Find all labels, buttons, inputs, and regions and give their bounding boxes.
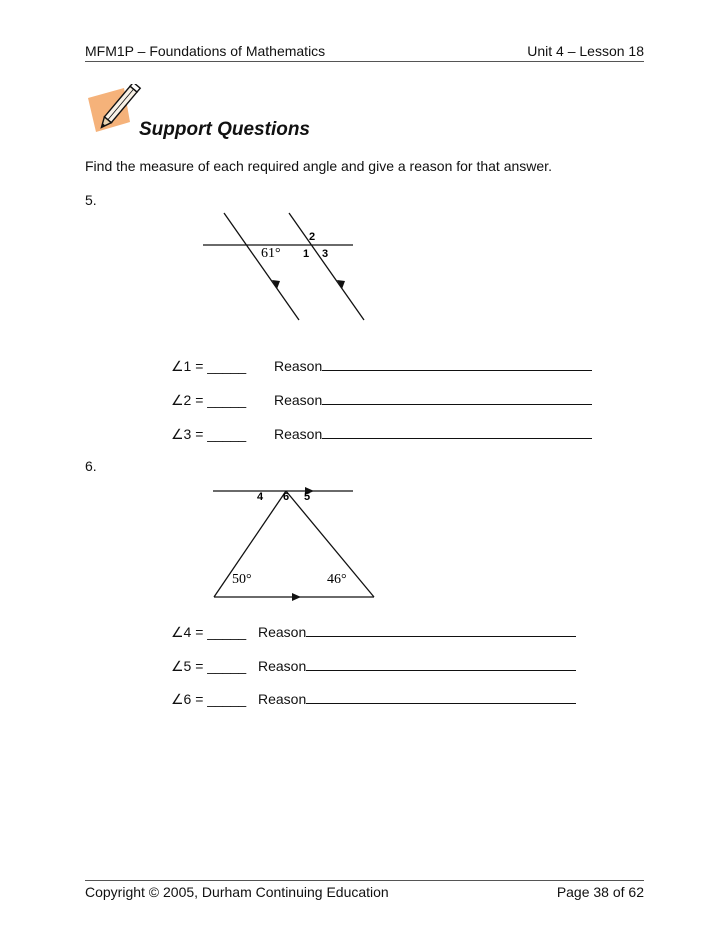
pencil-note-icon	[86, 84, 142, 140]
answer-row-angle-5	[171, 656, 576, 675]
parallel-line-1	[224, 213, 299, 320]
answer-row-angle-6	[171, 689, 576, 708]
angle-5-prompt: ∠5 = _____	[171, 658, 247, 674]
parallel-lines-diagram	[200, 210, 370, 325]
angle-1-prompt: ∠1 = _____	[171, 358, 247, 374]
question-6-number: 6.	[85, 458, 97, 474]
reason-6-label: Reason	[258, 691, 307, 707]
reason-3-label: Reason	[274, 426, 323, 442]
header-unit-lesson: Unit 4 – Lesson 18	[527, 43, 644, 59]
angle-4-prompt: ∠4 = _____	[171, 624, 247, 640]
angle-50-label: 50°	[232, 572, 252, 587]
answer-row-angle-3	[171, 424, 592, 443]
angle-61-label: 61°	[261, 246, 281, 261]
reason-2-answer-line[interactable]	[322, 390, 592, 405]
answer-row-angle-2	[171, 390, 592, 409]
instructions-text: Find the measure of each required angle and give a reason for that answer.	[85, 158, 552, 174]
triangle-diagram	[210, 482, 380, 604]
angle-5-label: 5	[304, 491, 311, 503]
reason-2-label: Reason	[274, 392, 323, 408]
footer-copyright: Copyright © 2005, Durham Continuing Education	[85, 884, 389, 900]
reason-4-answer-line[interactable]	[306, 622, 576, 637]
angle-6-prompt: ∠6 = _____	[171, 691, 247, 707]
angle-46-label: 46°	[327, 572, 347, 587]
angle-6-label: 6	[283, 491, 290, 503]
reason-1-answer-line[interactable]	[322, 356, 592, 371]
header-rule	[85, 61, 644, 62]
angle-4-label: 4	[257, 491, 264, 503]
reason-4-label: Reason	[258, 624, 307, 640]
angle-3-prompt: ∠3 = _____	[171, 426, 247, 442]
footer-rule	[85, 880, 644, 881]
angle-2-prompt: ∠2 = _____	[171, 392, 247, 408]
answer-row-angle-4	[171, 622, 576, 641]
footer-page-number: Page 38 of 62	[556, 884, 644, 900]
reason-5-answer-line[interactable]	[306, 656, 576, 671]
reason-5-label: Reason	[258, 658, 307, 674]
header-course: MFM1P – Foundations of Mathematics	[85, 43, 326, 59]
angle-3-label: 3	[322, 248, 329, 260]
base-arrow	[292, 593, 301, 601]
answer-row-angle-1	[171, 356, 592, 375]
question-5-number: 5.	[85, 192, 97, 208]
parallel-line-2	[289, 213, 364, 320]
reason-3-answer-line[interactable]	[322, 424, 592, 439]
section-title: Support Questions	[139, 119, 310, 140]
reason-1-label: Reason	[274, 358, 323, 374]
angle-2-label: 2	[309, 231, 316, 243]
angle-1-label: 1	[303, 248, 310, 260]
reason-6-answer-line[interactable]	[306, 689, 576, 704]
